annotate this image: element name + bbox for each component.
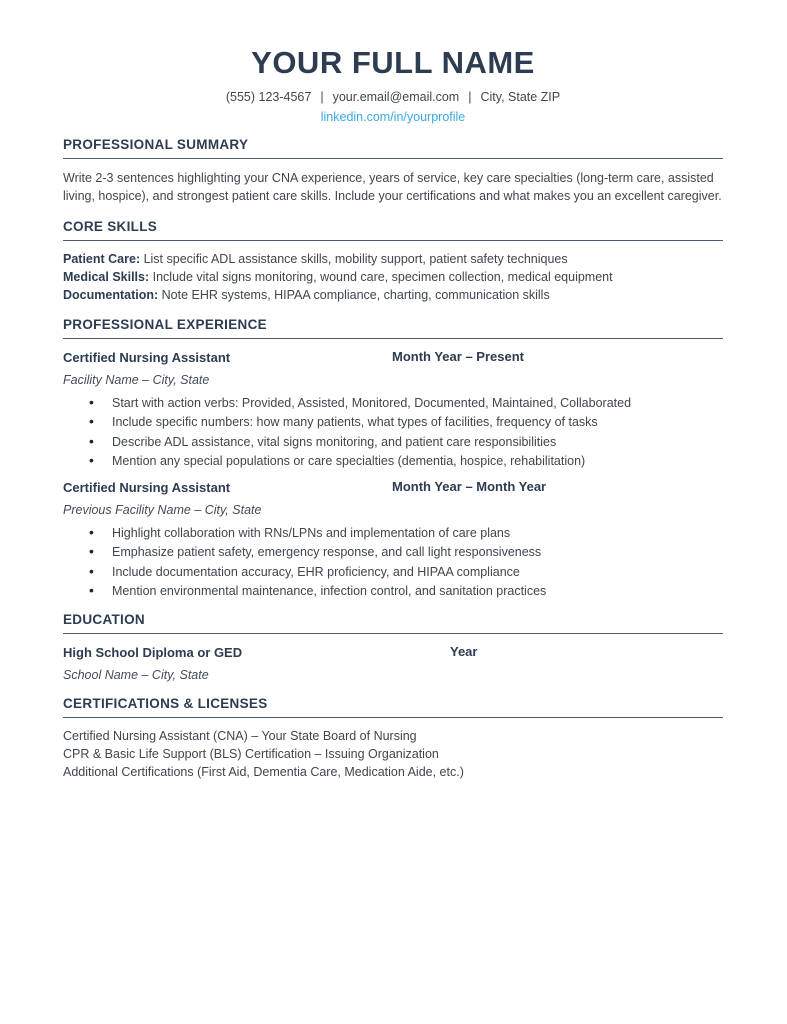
bullet-item: • Include documentation accuracy, EHR proficiency, and HIPAA compliance <box>63 565 723 580</box>
job-title: Certified Nursing Assistant <box>63 479 231 495</box>
job-entry-previous <box>63 479 723 599</box>
education-entry-head <box>63 644 723 662</box>
job-title: Certified Nursing Assistant <box>63 349 231 365</box>
certification-item: CPR & Basic Life Support (BLS) Certification – Issuing Organization <box>63 746 439 761</box>
job-dates: Month Year – Present <box>392 348 524 364</box>
skill-item-medical-skills <box>63 268 723 286</box>
certification-list <box>63 727 723 781</box>
bullet-item: • Highlight collaboration with RNs/LPNs and implementation of care plans <box>63 526 723 541</box>
education-entry <box>63 644 723 683</box>
linkedin-link[interactable]: linkedin.com/in/yourprofile <box>320 109 466 124</box>
bullet-item: • Mention any special populations or care specialties (dementia, hospice, rehabilitation) <box>63 454 723 469</box>
skill-text: Include vital signs monitoring, wound care, specimen collection, medical equipment <box>149 269 613 284</box>
skill-label: Medical Skills: <box>63 269 150 284</box>
section-heading-professional-experience: PROFESSIONAL EXPERIENCE <box>63 317 723 339</box>
job-entry-current <box>63 349 723 469</box>
resume-header <box>63 44 723 124</box>
section-heading-certifications: CERTIFICATIONS & LICENSES <box>63 696 723 718</box>
skills-block <box>63 250 723 304</box>
summary-text: Write 2-3 sentences highlighting your CNA experience, years of service, key care specialties (long-term care, assisted living, hospice), and strongest patient care skills. Include your certifications and what makes you an excellent caregiver. <box>63 170 722 204</box>
bullet-item: • Mention environmental maintenance, infection control, and sanitation practices <box>63 584 723 599</box>
contact-separator: | <box>320 89 324 104</box>
skill-item-documentation <box>63 286 723 304</box>
job-bullet-list <box>63 396 723 469</box>
skill-label: Patient Care: <box>63 251 141 266</box>
job-entry-head <box>63 479 723 497</box>
school-name: School Name – City, State <box>63 667 209 682</box>
contact-line <box>63 90 723 104</box>
bullet-item: • Emphasize patient safety, emergency response, and call light responsiveness <box>63 545 723 560</box>
section-heading-education: EDUCATION <box>63 612 723 634</box>
bullet-item: • Start with action verbs: Provided, Assisted, Monitored, Documented, Maintained, Collaborated <box>63 396 723 411</box>
skill-label: Documentation: <box>63 287 159 302</box>
phone-number: (555) 123-4567 <box>225 89 312 104</box>
facility-name: Facility Name – City, State <box>63 372 210 387</box>
section-heading-professional-summary: PROFESSIONAL SUMMARY <box>63 137 723 159</box>
location-text: City, State ZIP <box>480 89 561 104</box>
certification-item: Additional Certifications (First Aid, Dementia Care, Medication Aide, etc.) <box>63 764 464 779</box>
skill-text: Note EHR systems, HIPAA compliance, charting, communication skills <box>158 287 550 302</box>
bullet-item: • Include specific numbers: how many patients, what types of facilities, frequency of tasks <box>63 415 723 430</box>
linkedin-line <box>63 110 723 124</box>
skill-text: List specific ADL assistance skills, mobility support, patient safety techniques <box>140 251 568 266</box>
section-heading-core-skills: CORE SKILLS <box>63 219 723 241</box>
contact-separator: | <box>468 89 472 104</box>
certification-item: Certified Nursing Assistant (CNA) – Your State Board of Nursing <box>63 728 417 743</box>
bullet-item: • Describe ADL assistance, vital signs monitoring, and patient care responsibilities <box>63 435 723 450</box>
job-bullet-list <box>63 526 723 599</box>
job-dates: Month Year – Month Year <box>392 478 547 494</box>
full-name: YOUR FULL NAME <box>251 45 535 80</box>
degree-title: High School Diploma or GED <box>63 644 243 660</box>
facility-name: Previous Facility Name – City, State <box>63 502 262 517</box>
education-year: Year <box>450 643 478 659</box>
job-entry-head <box>63 349 723 367</box>
email-address: your.email@email.com <box>332 89 460 104</box>
skill-item-patient-care <box>63 250 723 268</box>
